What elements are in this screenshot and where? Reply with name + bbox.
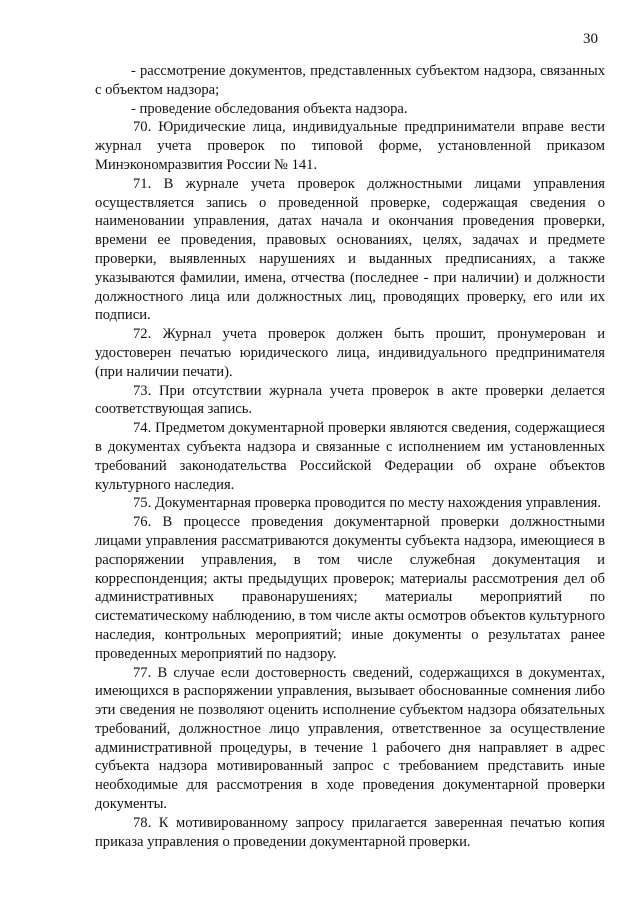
paragraph-number: 70. <box>133 119 152 136</box>
paragraph-text: - проведение обследования объекта надзора. <box>131 100 408 117</box>
paragraph-number: 76. <box>133 514 152 531</box>
paragraph-text: Документарная проверка проводится по месту нахождения управления. <box>154 495 602 512</box>
page-number: 30 <box>583 31 598 47</box>
paragraph-text: Предметом документарной проверки являются сведения, содержащиеся в документах субъекта надзора и связанные с исполнением им установленных требований законодательства Российской Федерации об охране объектов культурного наследия. <box>95 420 605 493</box>
paragraph-number: 72. <box>133 326 152 343</box>
paragraph-number: 75. <box>133 495 152 512</box>
paragraph-text: К мотивированному запросу прилагается заверенная печатью копия приказа управления о проведении документарной проверки. <box>95 814 605 850</box>
list-item <box>95 62 605 100</box>
paragraph-74 <box>95 419 605 494</box>
paragraph-text: В журнале учета проверок должностными лицами управления осуществляется запись о проведенной проверке, содержащая сведения о наименовании управления, датах начала и окончания проведения проверки, времени ее проведения, правовых основаниях, целях, задачах и предмете проверки, выявленных нарушениях и выданных предписаниях, а также указываются фамилии, имена, отчества (последнее - при наличии) и должности должностного лица или должностных лиц, проводящих проверку, его или их подписи. <box>95 175 605 324</box>
paragraph-text: Юридические лица, индивидуальные предприниматели вправе вести журнал учета проверок по типовой форме, установленной приказом Минэкономразвития России № 141. <box>95 119 605 173</box>
paragraph-number: 77. <box>133 664 152 681</box>
paragraph-78 <box>95 814 605 852</box>
paragraph-text: При отсутствии журнала учета проверок в акте проверки делается соответствующая запись. <box>95 382 605 418</box>
list-item <box>95 100 605 119</box>
paragraph-71 <box>95 175 605 325</box>
paragraph-70 <box>95 118 605 174</box>
paragraph-text: - рассмотрение документов, представленных субъектом надзора, связанных с объектом надзора; <box>95 63 605 98</box>
document-body <box>95 62 605 851</box>
paragraph-number: 78. <box>133 814 152 831</box>
paragraph-number: 74. <box>133 420 152 437</box>
paragraph-text: Журнал учета проверок должен быть прошит, пронумерован и удостоверен печатью юридического лица, индивидуального предпринимателя (при наличии печати). <box>95 326 606 380</box>
paragraph-number: 71. <box>133 175 152 192</box>
paragraph-73 <box>95 382 605 420</box>
paragraph-77 <box>95 664 605 814</box>
paragraph-text: В процессе проведения документарной проверки должностными лицами управления рассматриваются документы субъекта надзора, имеющиеся в распоряжении управления, в том числе служебная документация и корреспонденция; акты предыдущих проверок; материалы рассмотрения дел об административных правонарушениях; материалы мероприятий по систематическому наблюдению, в том числе акты осмотров объектов культурного наследия, контрольных мероприятий; иные документы о результатах ранее проведенных мероприятий по надзору. <box>95 514 605 662</box>
paragraph-text: В случае если достоверность сведений, содержащихся в документах, имеющихся в распоряжении управления, вызывает обоснованные сомнения либо эти сведения не позволяют оценить исполнение субъектом надзора обязательных требований, должностное лицо управления, ответственное за осуществление административной процедуры, в течение 1 рабочего дня направляет в адрес субъекта надзора мотивированный запрос с требованием представить иные необходимые для рассмотрения в ходе проведения документарной проверки документы. <box>95 664 605 813</box>
paragraph-75 <box>95 494 605 513</box>
paragraph-76 <box>95 513 605 663</box>
paragraph-72 <box>95 325 605 381</box>
paragraph-number: 73. <box>133 382 152 399</box>
